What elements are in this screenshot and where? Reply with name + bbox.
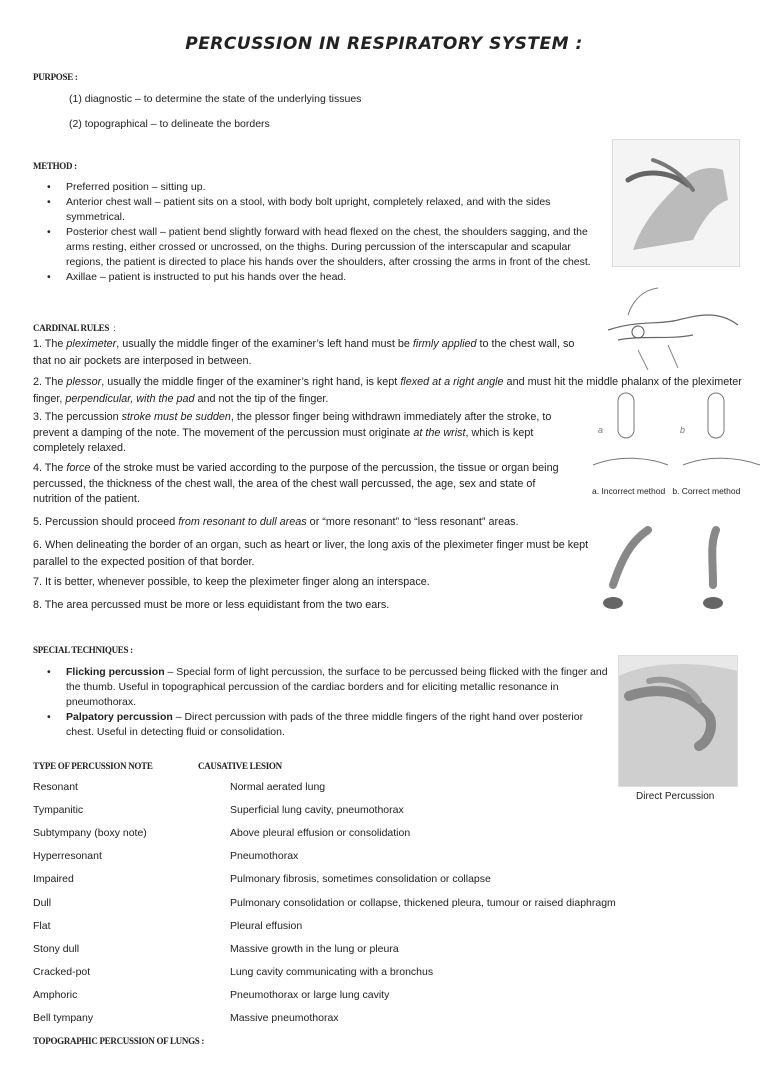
rule-text: , usually the middle finger of the examiner’s left hand must be xyxy=(116,338,413,350)
rule-text: of the stroke must be varied according to the purpose of the percussion, the tissue or organ being percussed, the thickness of the chest wall, the area of the chest wall percussed, the age, sex and state of nutrition of the patient. xyxy=(33,462,559,505)
rule-text: 4. The xyxy=(33,462,67,474)
causative-lesion: Normal aerated lung xyxy=(230,781,326,793)
direct-percussion-image xyxy=(618,655,738,787)
rule-emphasis: force xyxy=(66,462,91,474)
rule-text: to the chest wall, so that no air pockets are interposed in between. xyxy=(33,338,575,367)
rule-text: and not the tip of the finger. xyxy=(194,393,329,405)
percussion-note: Stony dull xyxy=(33,942,80,955)
rule-text: 3. The percussion xyxy=(33,411,122,423)
rule-8: 8. The area percussed must be more or less equidistant from the two ears. xyxy=(33,599,390,611)
percussion-note: Amphoric xyxy=(33,988,78,1001)
technique-desc: – Direct percussion with pads of the three middle fingers of the right hand over posterior chest. Useful in detecting fluid or consolidation. xyxy=(66,711,584,738)
rule-emphasis: firmly applied xyxy=(412,338,477,350)
rule-emphasis: flexed at a right angle xyxy=(400,376,504,388)
finger-tap-icon xyxy=(598,525,738,617)
percussion-note: Impaired xyxy=(33,873,74,886)
rule-text: 1. The xyxy=(33,338,67,350)
percussion-hand-image xyxy=(612,139,740,267)
rule-text: , the plessor finger being withdrawn immediately after the stroke, to prevent a damping of the note. The movement of the percussion must originate xyxy=(33,411,552,439)
rule-text: 2. The xyxy=(33,376,67,388)
cardinal-heading-text: CARDINAL RULES xyxy=(33,323,110,333)
special-list xyxy=(33,665,608,740)
rule-text: , usually the middle finger of the examiner’s right hand, is kept xyxy=(101,376,401,388)
cardinal-colon: : xyxy=(113,324,116,333)
rule-text: and must hit the middle phalanx of the pleximeter finger, xyxy=(33,376,742,405)
rule-emphasis: at the wrist xyxy=(413,426,466,439)
causative-lesion: Lung cavity communicating with a bronchus xyxy=(230,965,434,978)
percussion-note: Resonant xyxy=(33,781,78,793)
rule-5 xyxy=(33,514,593,531)
percussion-note: Bell tympany xyxy=(33,1012,94,1024)
topographic-heading: TOPOGRAPHIC PERCUSSION OF LUNGS : xyxy=(33,1036,205,1046)
rule-text: 5. Percussion should proceed xyxy=(33,516,179,528)
rule-4 xyxy=(33,461,568,508)
table-header-note: TYPE OF PERCUSSION NOTE xyxy=(33,761,153,771)
finger-sketch-icon xyxy=(598,280,748,375)
list-item: • Anterior chest wall – patient sits on a stool, with body bolt upright, completely relaxed, and with the sides symmetrical. xyxy=(33,195,605,225)
list-item: • Preferred position – sitting up. xyxy=(33,180,605,195)
rule-emphasis: from resonant to dull areas xyxy=(178,516,307,528)
causative-lesion: Pneumothorax xyxy=(230,850,299,863)
technique-name: Flicking percussion xyxy=(66,666,165,678)
technique-name: Palpatory percussion xyxy=(66,711,173,723)
label-a: a xyxy=(598,425,604,435)
method-heading: METHOD : xyxy=(33,161,77,171)
rule-2 xyxy=(33,374,758,408)
causative-lesion: Pneumothorax or large lung cavity xyxy=(230,988,390,1001)
percussion-note: Flat xyxy=(33,919,51,932)
percussion-note: Tympanitic xyxy=(33,804,84,817)
method-caption: a. Incorrect method b. Correct method xyxy=(592,486,741,496)
back-hand-icon xyxy=(619,656,737,786)
causative-lesion: Above pleural effusion or consolidation xyxy=(230,827,411,840)
finger-surface-image xyxy=(598,525,738,617)
finger-sketch-image xyxy=(598,280,748,375)
causative-lesion: Pulmonary consolidation or collapse, thickened pleura, tumour or raised diaphragm xyxy=(230,896,616,909)
causative-lesion: Massive pneumothorax xyxy=(230,1012,339,1024)
causative-lesion: Pleural effusion xyxy=(230,919,303,932)
rule-emphasis: perpendicular, with the pad xyxy=(65,393,195,405)
causative-lesion: Massive growth in the lung or pleura xyxy=(230,942,399,955)
percussion-note: Hyperresonant xyxy=(33,850,102,863)
list-item: • Posterior chest wall – patient bend slightly forward with head flexed on the chest, the shoulders sagging, and the arms resting, either crossed or uncrossed, on the thighs. During percussion of the interscapular and scapular regions, the patient is directed to place his hands over the shoulders, after crossing the arms in front of the chest. xyxy=(33,225,605,270)
list-item: • Axillae – patient is instructed to put his hands over the head. xyxy=(33,270,605,285)
rule-1 xyxy=(33,336,583,370)
percussion-note: Dull xyxy=(33,896,52,909)
rule-emphasis: plessor xyxy=(66,376,102,388)
list-item xyxy=(33,710,608,740)
direct-percussion-caption: Direct Percussion xyxy=(636,791,715,802)
technique-desc: – Special form of light percussion, the surface to be percussed being flicked with the finger and the thumb. Useful in topographical percussion of the cardiac borders and for eliciting metallic resonance in pneumothorax. xyxy=(66,666,608,708)
purpose-item: (1) diagnostic – to determine the state of the underlying tissues xyxy=(69,93,362,105)
hand-sketch-icon xyxy=(613,140,739,266)
label-b: b xyxy=(680,425,686,435)
purpose-item: (2) topographical – to delineate the borders xyxy=(69,118,270,130)
rule-6: 6. When delineating the border of an organ, such as heart or liver, the long axis of the pleximeter finger must be kept parallel to the expected position of that border. xyxy=(33,539,589,568)
rule-emphasis: stroke must be sudden xyxy=(121,411,231,423)
rule-emphasis: pleximeter xyxy=(66,338,117,350)
percussion-note: Cracked-pot xyxy=(33,965,91,978)
rule-7: 7. It is better, whenever possible, to keep the pleximeter finger along an interspace. xyxy=(33,576,430,588)
rule-text: or “more resonant” to “less resonant” areas. xyxy=(306,516,519,528)
cardinal-heading xyxy=(33,318,116,336)
causative-lesion: Pulmonary fibrosis, sometimes consolidation or collapse xyxy=(230,873,491,886)
special-heading: SPECIAL TECHNIQUES : xyxy=(33,645,133,655)
rule-3 xyxy=(33,410,561,457)
percussion-note: Subtympany (boxy note) xyxy=(33,827,147,840)
rule-text: , which is kept completely relaxed. xyxy=(33,426,534,454)
causative-lesion: Superficial lung cavity, pneumothorax xyxy=(230,804,404,817)
table-header-lesion: CAUSATIVE LESION xyxy=(198,761,282,771)
list-item xyxy=(33,665,608,710)
method-list xyxy=(33,180,605,285)
page-title: PERCUSSION IN RESPIRATORY SYSTEM : xyxy=(185,34,583,54)
purpose-heading: PURPOSE : xyxy=(33,72,78,82)
